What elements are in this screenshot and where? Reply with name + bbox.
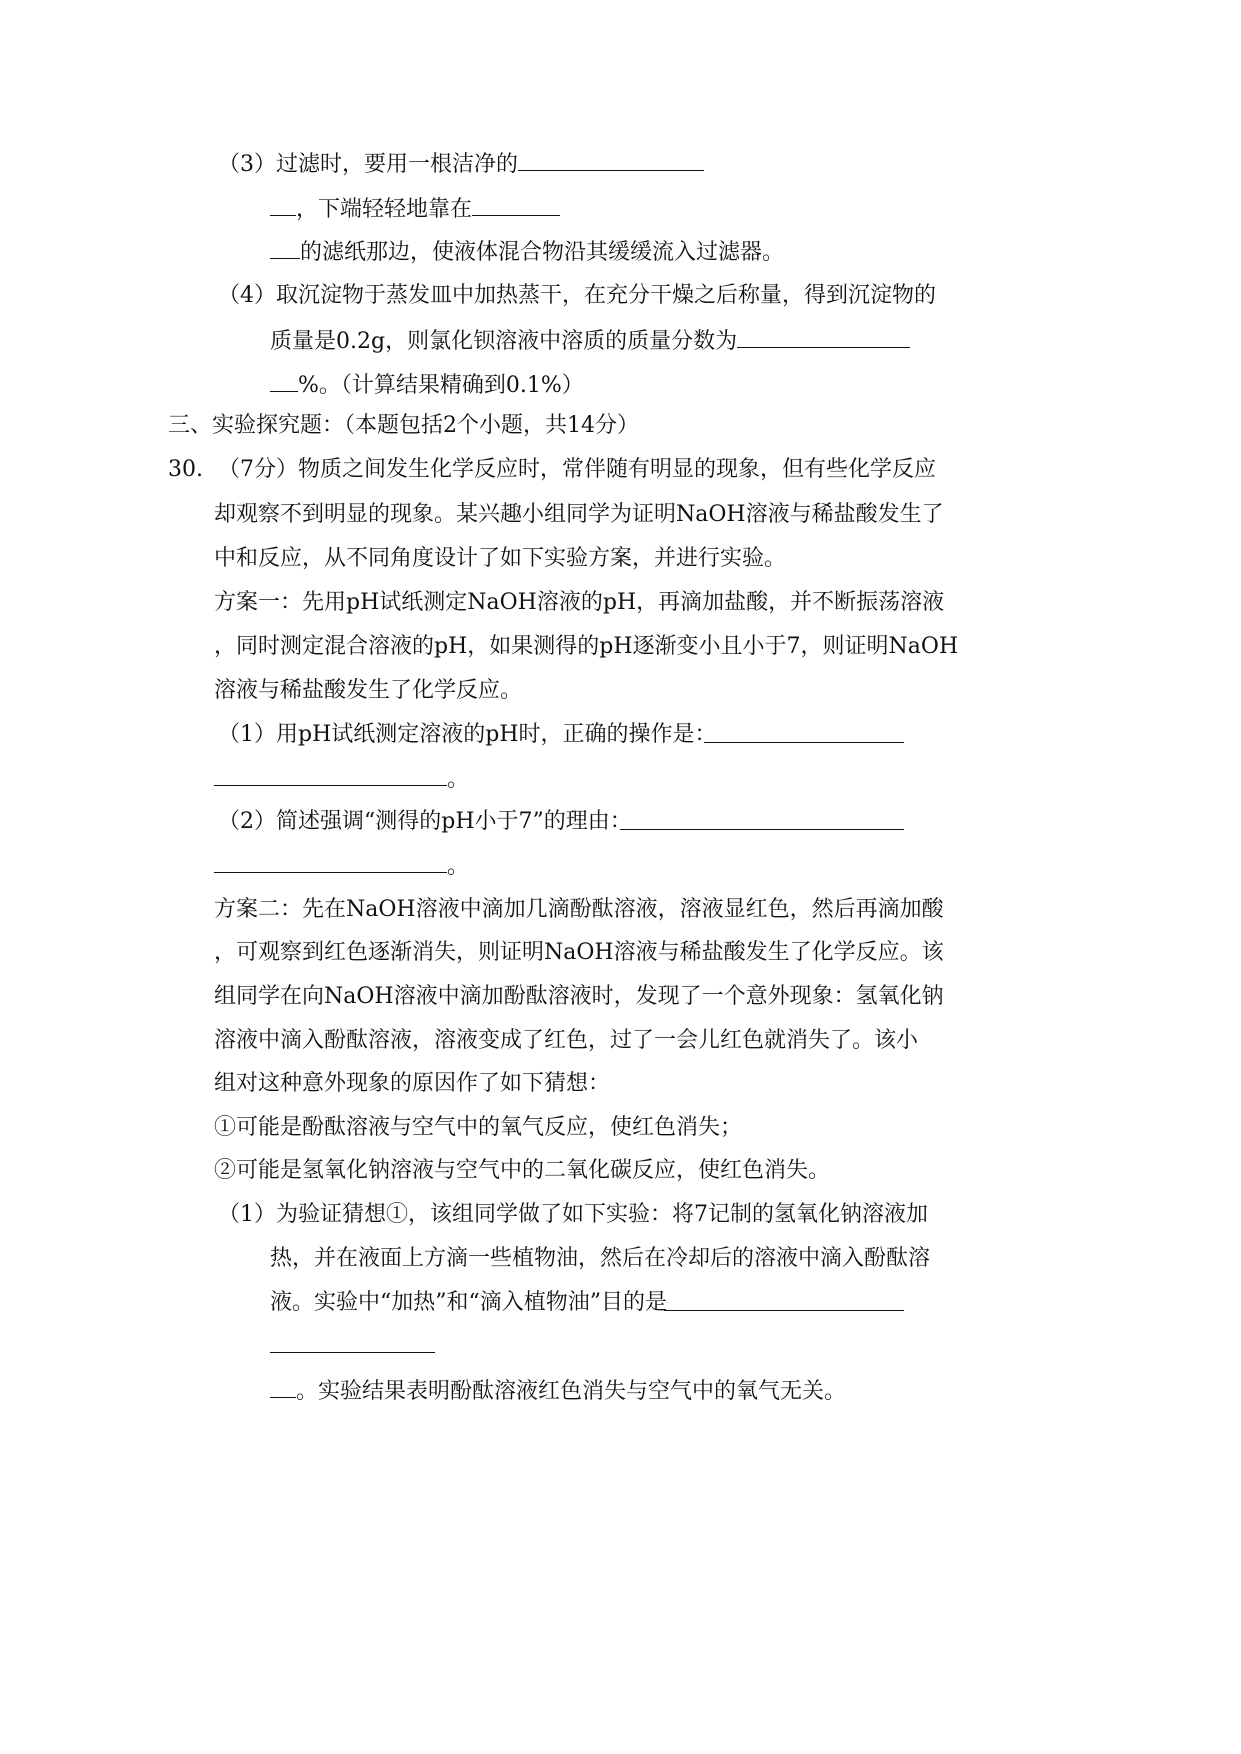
q30-number: 30. [168,457,203,482]
answer-blank[interactable] [214,850,447,873]
plan1-question1-cont: 。 [214,763,469,793]
q29-part4-text2: 质量是0.2g，则氯化钡溶液中溶质的质量分数为 [270,329,738,354]
q29-part3-text2: ，下端轻轻地靠在 [296,197,473,222]
plan2-line: 溶液中滴入酚酞溶液，溶液变成了红色，过了一会儿红色就消失了。该小 [214,1028,919,1053]
q29-part4-text3: %。（计算结果精确到0.1%） [298,373,584,398]
q29-part3-line3 [270,236,784,266]
plan2-question1-end: 。实验结果表明酚酞溶液红色消失与空气中的氧气无关。 [270,1375,846,1405]
answer-blank[interactable] [270,1375,296,1398]
q30-intro-line: 却观察不到明显的现象。某兴趣小组同学为证明NaOH溶液与稀盐酸发生了 [214,502,944,527]
answer-blank[interactable] [664,1288,904,1311]
answer-blank[interactable] [270,369,298,392]
answer-blank[interactable] [620,807,904,830]
answer-blank[interactable] [704,720,904,743]
plan2-line: 组对这种意外现象的原因作了如下猜想： [214,1071,611,1096]
q29-part3-text1: （3）过滤时，要用一根洁净的 [218,152,518,177]
plan1-question1: （1）用pH试纸测定溶液的pH时，正确的操作是： [218,722,717,747]
plan2-question1-line: （1）为验证猜想①，该组同学做了如下实验：将7记制的氢氧化钠溶液加 [218,1202,928,1227]
plan2-line: ，可观察到红色逐渐消失，则证明NaOH溶液与稀盐酸发生了化学反应。该 [214,940,944,965]
plan1-question2: （2）简述强调“测得的pH小于7”的理由： [218,809,632,834]
guess-line: ②可能是氢氧化钠溶液与空气中的二氧化碳反应，使红色消失。 [214,1158,831,1183]
answer-blank[interactable] [518,148,704,171]
plan2-question1-line: 热，并在液面上方滴一些植物油，然后在冷却后的溶液中滴入酚酞溶 [270,1246,931,1271]
plan2-line: 组同学在向NaOH溶液中滴加酚酞溶液时，发现了一个意外现象：氢氧化钠 [214,984,944,1009]
plan2-question1-line: 液。实验中“加热”和“滴入植物油”目的是 [270,1290,667,1315]
answer-blank[interactable] [270,1330,435,1353]
plan1-line: 溶液与稀盐酸发生了化学反应。 [214,678,523,703]
answer-blank[interactable] [214,763,447,786]
plan1-line: 方案一：先用pH试纸测定NaOH溶液的pH，再滴加盐酸，并不断振荡溶液 [214,590,945,615]
q29-part4-line2 [270,325,910,355]
answer-blank[interactable] [737,325,910,348]
q29-part4-line3 [270,369,584,399]
q30-intro-line: 中和反应，从不同角度设计了如下实验方案，并进行实验。 [214,546,787,571]
q29-part3-line2 [270,193,560,223]
section-heading: 三、实验探究题：（本题包括2个小题，共14分） [168,413,639,438]
answer-blank[interactable] [472,193,560,216]
q29-part4-line1 [218,281,936,311]
plan2-line: 方案二：先在NaOH溶液中滴加几滴酚酞溶液，溶液显红色，然后再滴加酸 [214,897,944,922]
answer-blank[interactable] [270,193,296,216]
q29-part4-text1: （4）取沉淀物于蒸发皿中加热蒸干，在充分干燥之后称量，得到沉淀物的 [218,283,936,308]
q29-part3-line1 [218,148,704,178]
q30-intro-line: （7分）物质之间发生化学反应时，常伴随有明显的现象，但有些化学反应 [218,457,936,482]
guess-line: ①可能是酚酞溶液与空气中的氧气反应，使红色消失； [214,1115,743,1140]
q29-part3-text3: 的滤纸那边，使液体混合物沿其缓缓流入过滤器。 [300,240,785,265]
plan1-question2-cont: 。 [214,850,469,880]
answer-blank[interactable] [270,236,300,259]
plan1-line: ，同时测定混合溶液的pH，如果测得的pH逐渐变小且小于7，则证明NaOH [214,634,959,659]
